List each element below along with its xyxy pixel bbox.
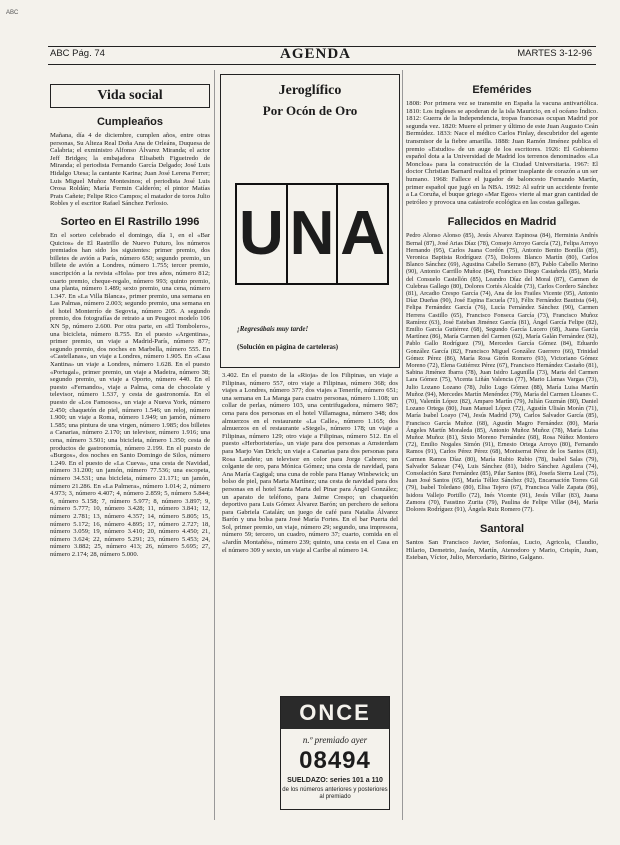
once-logo: ONCE xyxy=(281,697,389,729)
middle-column xyxy=(222,372,398,690)
section-title: AGENDA xyxy=(280,46,352,62)
once-subtitle: n.º premiado ayer xyxy=(302,735,368,745)
once-footer: de los números anteriores y posteriores al premiado xyxy=(282,787,388,800)
puzzle-letter: U xyxy=(237,185,288,283)
santoral-text: Santos San Francisco Javier, Sofonías, Lucio, Agricola, Claudio, Hilario, Demetrio, Jasón, Martín, Atenodoro y Mario, Crispín, Juan, Esteban, Víctor, Julio, Mercedario, Birino, Galgano. xyxy=(406,539,598,562)
puzzle-letter: N xyxy=(288,185,339,283)
page-header xyxy=(48,46,596,65)
column-divider xyxy=(402,70,403,820)
jeroglifico-author: Por Ocón de Oro xyxy=(262,103,358,118)
jeroglifico-solution: (Solución en página de carteleras) xyxy=(237,343,339,351)
column-divider xyxy=(214,70,215,820)
right-column xyxy=(406,82,598,827)
sorteo-text: En el sorteo celebrado el domingo, día 1, en el «Bar Quicios» de El Rastrillo de Nuevo Futuro, los números premiados han sido los siguientes: primer premio, dos billetes de avión a París, número 650; segundo premio, un billete de avión a Londres, número 1.755; tercer premio, suscripción a la revista «Hola» por tres años, número 812; cuarto premio, cheque-regalo, número 993; quinto premio, una planta, número 1.489; sexto premio, una cena, número 1.347. En «La Villa Blanca», primer premio, una semana en Las Palmas, número 2.003; segundo premio, una semana en el hotel Monterrío de Segovia, número 205. A segundo premio, dos fotografías de retrato a un Peugeot modelo 106 XN 5p, número 2.600. Por otra parte, en «El Tombolero», una bicicleta, número 8.755. En el puesto «Argentina», primer premio, un viaje a Madrid-París, número 877; segundo premio, dos noches en Marbella, número 555. En «Castellanas», un viaje a Londres, número 1.905. En «Casa Xantina» un viaje a Londres, número 1.628. En el puesto «Portugal», primer premio, un viaje a Madeira, número 38; segundo premio, un viaje a Oporto, número 440. En el puesto «Fernando», viaje a Palma, cena de chocolate y televisor, número 1.537, y cesta de gastronomía. En el puesto de «Los Famosos», un viaje a Nueva York, número 2.450; chaquetón de piel, número 1.546; un reloj, número 1.900; un viaje a Roma, número 1.949; un jamón, número 1.585; una pintura de una virgen, número 1.985; dos billetes a Canarias, número 2.170; un televisor, número 1.916; una cena, número 3.501; una bicicleta, número 1.350; cesta de productos de gastronomía, número 2.199. En el puesto de «Burgos», dos noches en Santo Domingo de Silos, número 1.249. En el puesto de «La Cueva», una cesta de Navidad, número 31.200; un jamón, número 77.536; una escopeta, número 34.531; una bicicleta, número 21.171; un jamón, número 21.286. En «La Palmera», número 1.014; 2, número 4.973; 3, número 4.407; 4, número 2.859; 5, número 5.844; 6, número 5.158; 7, número 5.977; 8, número 3.897; 9, número 5.777; 10, número 3.428; 11, número 3.841; 12, número 2.781; 13, número 4.357; 14, número 5.805; 15, número 5.172; 16, número 4.895; 17, número 2.727; 18, número 3.059; 19, número 3.410; 20, número 4.450; 21, número 3.624; 22, número 5.291; 23, número 5.453; 24, número 3.882; 25, número 413; 26, número 5.695; 27, número 2.174; 28, número 5.000. xyxy=(50,231,210,558)
efemerides-text: 1808: Por primera vez se transmite en España la vacuna antivariólica. 1810: Los ingleses se apoderan de la isla Mauricio, en el océano Índico. 1812: Guerra de la Independencia, tropas francesas ocupan Madrid por segunda vez. 1820: Muere el primer y último de este Juan Augusto Ceán Bermúdez. 1833: Nace el médico Carlos Finlay, descubridor del agente transmisor de la fiebre amarilla. 1888: Juan Ramón Jiménez publica el premio «Estudio» de un auge de los escritores. 1926: El Gobierno español dota a la Universidad de Madrid los terrenos denominados «La Moncloa» para la construcción de la Ciudad Universitaria. 1967: El doctor Christian Barnard realiza el primer trasplante de corazón a un ser humano. 1968: Fallece el jugador de baloncesto Fernando Martín, primer español que jugó en la NBA. 1992: Al sufrir un accidente frente a La Coruña, el buque griego «Mar Egeo» vierte al mar gran cantidad de petróleo y provoca una catástrofe ecológica en las costas gallegas. xyxy=(406,100,598,206)
puzzle-letter: A xyxy=(340,199,386,268)
jeroglifico-box xyxy=(220,74,400,368)
left-column xyxy=(50,114,210,824)
cumpleanos-title: Cumpleaños xyxy=(96,116,163,128)
once-sueldazo: SUELDAZO: series 101 a 110 xyxy=(287,777,383,784)
efemerides-title: Efemérides xyxy=(472,84,532,96)
jeroglifico-title: Jeroglífico xyxy=(278,83,342,98)
vida-social-box xyxy=(50,84,210,108)
fallecidos-title: Fallecidos en Madrid xyxy=(447,216,557,229)
cumpleanos-text: Mañana, día 4 de diciembre, cumplen años, entre otras personas, Su Alteza Real Doña Ana de Orleáns, Duquesa de Calabria; el exministro Alfonso Álvarez Miranda; el actor Jeff Bridges; la embajadora Elisabeth Figueiredo de Miranda; el periodista Fernando García Delgado; José Luis Hidalgo Utesa; la cantante Karina; Juan José Lerena Ferrer; Luis Miguel Muñoz Montesinos; el periodista José Luis Orosa Roldán; María Fermin Calderón; el pintor Matías Prats Cañete; Felipe Rico Campos; el matador de toros Julio Robles y el escritor Rafael Sánchez Ferlosio. xyxy=(50,132,210,208)
once-box xyxy=(280,696,390,810)
jeroglifico-caption: ¡Regresábais muy tarde! xyxy=(237,325,309,333)
once-number: 08494 xyxy=(299,747,371,774)
page-number: ABC Pág. 74 xyxy=(50,48,105,59)
sorteo-title: Sorteo en El Rastrillo 1996 xyxy=(60,215,200,228)
watermark: ABC xyxy=(6,10,19,16)
santoral-title: Santoral xyxy=(479,523,524,536)
vida-social-title: Vida social xyxy=(97,88,163,103)
page-date: MARTES 3-12-96 xyxy=(517,48,592,59)
jeroglifico-puzzle xyxy=(235,183,389,285)
fallecidos-text: Pedro Alonso Alonso (85), Jesús Alvarez Espinosa (84), Herminia Andrés Bernal (87), José Arias Díaz (78), Consejo Arroyo García (72), Felipa Arroyo Hernando (95), Carlos Juana Cordón (75), Antonio Benito Bonilla (85), Veronica Baptista Rodríguez (75), Dolores Blanco Martín (80), Carlos Blanco Sánchez (69), Agustina Cabello Serrano (87), Pablo Cabello Merino (90), Antonio Carrillo Muñoz (84), Francisco Diego Castañeda (85), María del Consuelo Castellón (85), Leandro Díaz del Moral (87), Carmen de Culebras Gallego (80), Dolores Cortés Alcalde (73), Carlos Cordero Sánchez (81), Arcadio Crespo García (74), Ana de los Frailes Vicente (95), Antonio Díaz Dueñas (90), José Espina Escuela (71), Félix Fernández Bautista (64), Felipa Fernández García (76), Lucía Fernández Sánchez (90), Carmen Herrera Castillo (65), Francisco Fonseca García (73), Francisco Muñoz Ramírez (63), José Esteban Jiménez García (81), Ángel García Felipe (82), Emilio García Gutiérrez (68), Segundo García Lucero (68), Juana García Martínez (86), María Carmen del Carmen (62), María Galán Fernández (92), Pablo Gallo Rodríguez (79), Mercedes García Gómez (84), Eduardo González García (82), Francisco Miguel González Guerrero (66), Trinidad Gómez Pérez (86), María Rosa Girón Romero (93), Victoriano Gómez Moreno (72), Elena Gutiérrez Pérez (67), Francisco Hernández Castaño (81), Sabina Jiménez Ibarra (78), Juan Isidro Lagunilla (73), Maria del Carmen Lara Gómez (75), Vicenta Liñán Valencia (77), Mario Llamas Vargas (73), Julio Lozano Lozano (78), Julio Lugo Gómez (88), María Luisa Martín Muñoz (94), Mercedes Martín Menéndez (79), María del Carmen Lloanes C. (70), Valentín López (82), Amparo Martín (79), Julián Guzmán (80), Daniel Lozano Ortega (80), Juan Manuel López (72), Agustín Ulisán Morán (71), María Isabel Loayo (74), Jesús Madrid (79), Carlos Salvador García (85), Francisco García Muñoz (68), Agustín Magro Fernández (80), María Ángeles Martín Moraleda (85), Antonio Muñoz Muñoz (78), María Luisa Muñoz Muñoz (81), Sixto Moreno Fernández (68), Rosa Núñez Montero (72), Emilio Nogales Simón (91), Ernesto Ortega Arroyo (80), Fernando Ramos (91), Carlos Pérez Pérez (68), Montserrat Pérez de los Santos (83), Carmen Ramos Díaz (80), María Rubio Rubio (78), Isabel Salas (79), Salvador Salazar (74), Luis Sánchez (81), Isidro Sánchez Aguilera (74), Consolación Sanz Fernández (85), Pilar Santos (86), Josefa Sierra Leal (75), Juan José Santos (65), María Téllez Sánchez (92), Encarnación Torres Gil (79), Isabel Toledano (80), Elisa Tejero (67), Francisca Valle Zapata (86), Isidora Vallejo Portillo (72), Inés Vicente (91), Jesús Villar (83), Juana Zamora (70), Faustino Zurita (79), Paulina de Felipe Villar (84), María Dolores Rodríguez (91), Ángela Ruiz Romero (77). xyxy=(406,232,598,514)
middle-text: 3.402. En el puesto de la «Rioja» de los Filipinas, un viaje a Filipinas, número 557, otro viaje a Filipinas, número 368; dos viajes a Londres, número 377; dos viajes a Tenerife, número 651; una semana en La Manga para cuatro personas, número 1.108; un collar de perlas, número 103, una centrifugadora, número 987; cena para dos personas en el hotel Villamagna, número 348; dos almuerzos en el restaurante «La Calle», número 1.165; dos almuerzos en el restaurante «Stegel», número 178; un viaje a Filipinas, número 129; otro viaje a Filipinas, número 512. En el puesto «Herboristería», un viaje para dos personas a Amsterdam para Marjo Van Drich; un viaje a Canarias para dos personas para Rosa Landete; un televisor en color para Jorge Cabrero; un colgante de oro, para Mónica Gómez; una cesta de navidad, para Ana María Cagigal; una cuna de roble para Hanay Winbewick; un bolso de piel, para Marta Martínez; una cesta de navidad para dos personas en el hotel Santa Marta del Pinar para Ángel González; un aparato de teléfono, para Jaime Crespo; un chaquetón deportivo para Luis Gómez Álvarez Barón; un perchero de señora para Gabriela Catalán; un juego de café para Natalia Álvarez Barón y una bolsa para José María Fortes. En el bar Puerta del Sol, primer premio, un viaje, número 29; segundo, una impresora, número 59; tercero, un cuadro, número 37; cuarto, comida en el «Jardín Montañés», número 239; quinto, una cesta en el Casa en el número 309 y sexto, un viaje al Caribe al número 14. xyxy=(222,372,398,554)
